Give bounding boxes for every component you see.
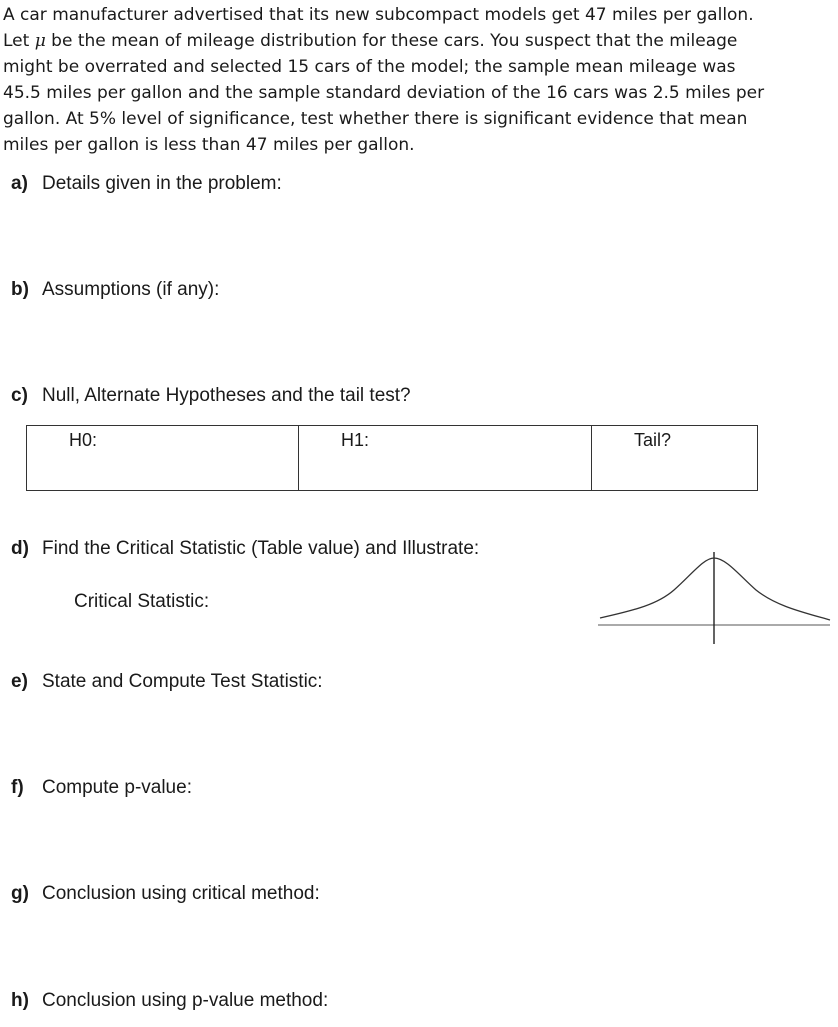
question-c <box>11 384 411 408</box>
question-label: a) <box>11 173 28 194</box>
critical-statistic-label: Critical Statistic: <box>74 591 210 612</box>
let-word: Let <box>3 31 30 51</box>
problem-line-1: A car manufacturer advertised that its new subcompact models get 47 miles per gallon. <box>3 5 754 25</box>
question-label: e) <box>11 671 28 692</box>
question-a <box>11 172 282 196</box>
question-text: Conclusion using critical method: <box>42 883 320 904</box>
question-text: Assumptions (if any): <box>42 279 220 300</box>
question-label: c) <box>11 385 28 406</box>
question-label: f) <box>11 777 24 798</box>
question-f <box>11 776 192 800</box>
question-label: h) <box>11 990 29 1011</box>
question-label: g) <box>11 883 29 904</box>
tail-cell[interactable]: Tail? <box>592 426 758 491</box>
question-text: Find the Critical Statistic (Table value) and Illustrate: <box>42 538 480 559</box>
question-text: Compute p-value: <box>42 777 192 798</box>
h0-cell[interactable]: H0: <box>27 426 299 491</box>
bell-curve <box>600 558 830 620</box>
normal-curve-sketch <box>596 552 832 646</box>
problem-line-2 <box>3 28 823 54</box>
question-text: Details given in the problem: <box>42 173 282 194</box>
problem-line-6: miles per gallon is less than 47 miles per gallon. <box>3 135 415 155</box>
hypothesis-table <box>26 425 758 491</box>
question-text: State and Compute Test Statistic: <box>42 671 323 692</box>
question-e <box>11 670 323 694</box>
question-label: b) <box>11 279 29 300</box>
h1-cell[interactable]: H1: <box>299 426 592 491</box>
problem-line-2-text: be the mean of mileage distribution for these cars. You suspect that the mileage <box>51 31 738 51</box>
mu-symbol: μ <box>34 31 46 51</box>
question-text: Null, Alternate Hypotheses and the tail test? <box>42 385 411 406</box>
question-d <box>11 537 479 561</box>
problem-statement <box>3 2 823 158</box>
problem-line-4: 45.5 miles per gallon and the sample standard deviation of the 16 cars was 2.5 miles per <box>3 83 765 103</box>
question-text: Conclusion using p-value method: <box>42 990 329 1011</box>
question-label: d) <box>11 538 29 559</box>
hypothesis-row <box>27 426 758 491</box>
question-h <box>11 989 328 1013</box>
question-b <box>11 278 219 302</box>
problem-line-5: gallon. At 5% level of significance, test whether there is significant evidence that mean <box>3 109 748 129</box>
question-g <box>11 882 320 906</box>
problem-line-3: might be overrated and selected 15 cars of the model; the sample mean mileage was <box>3 57 736 77</box>
